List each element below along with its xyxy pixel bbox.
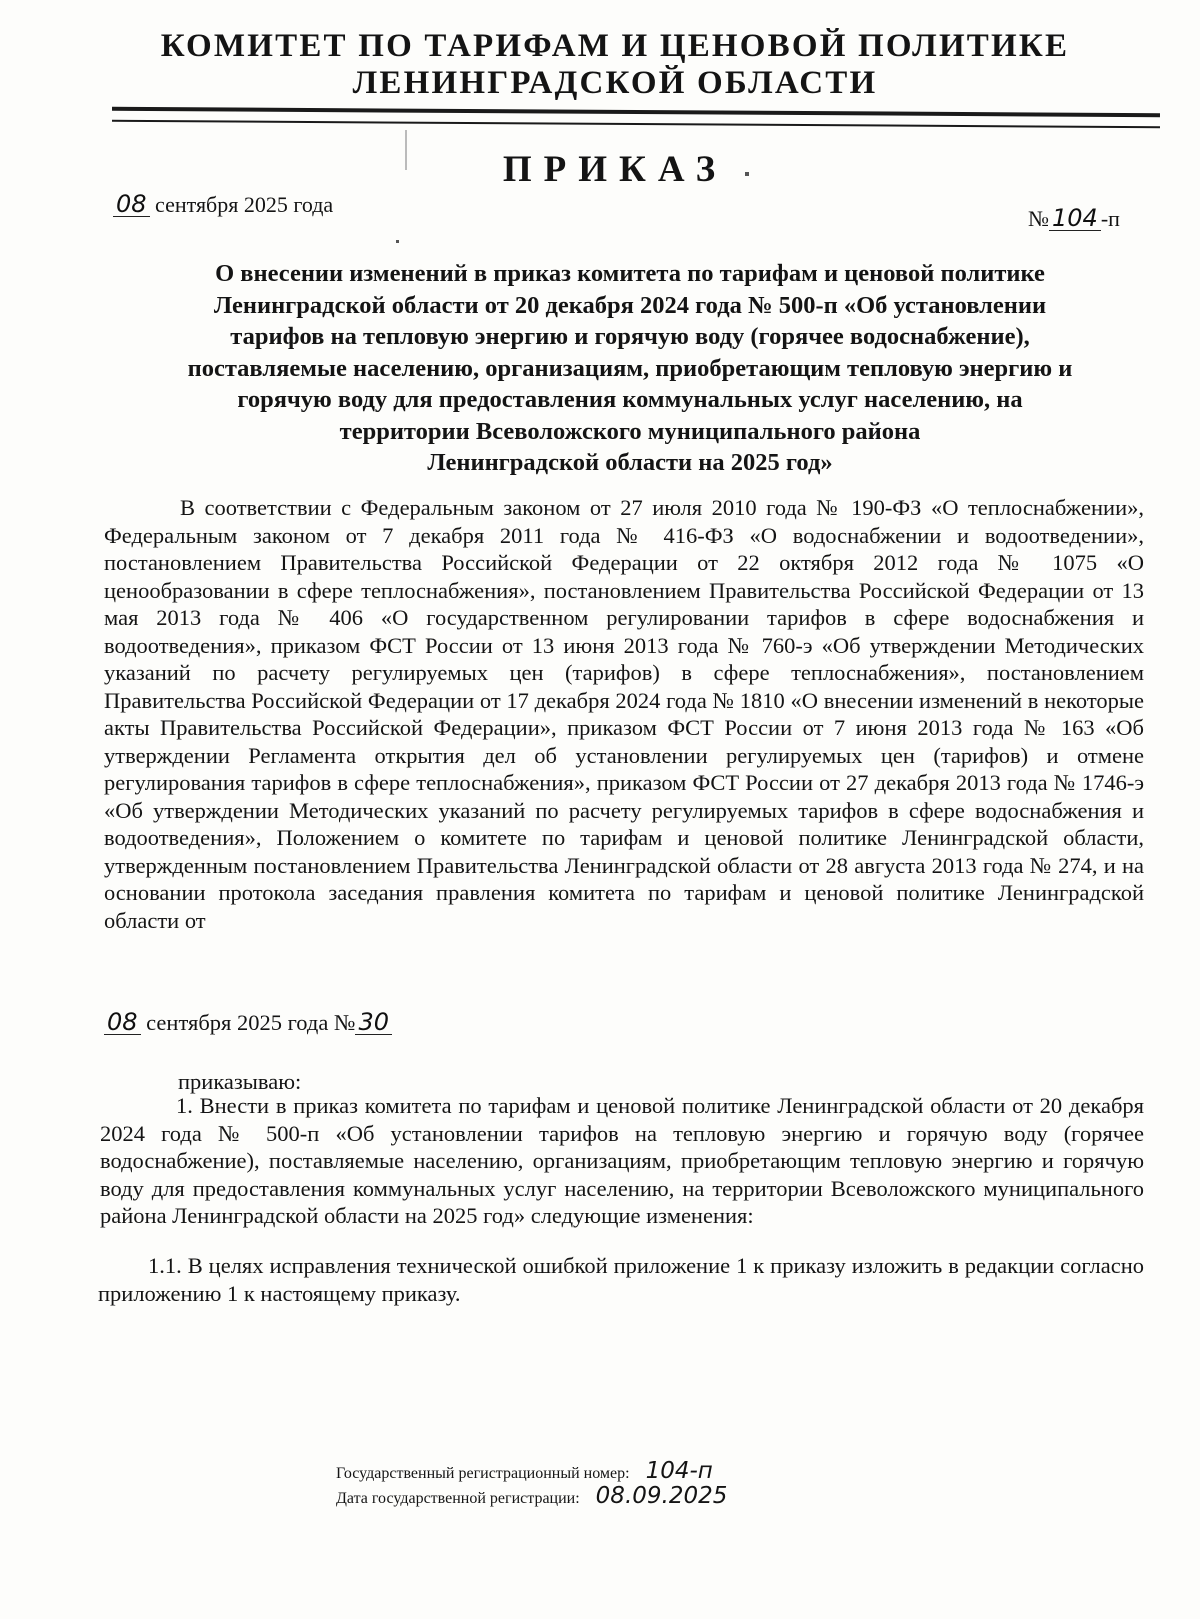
order-date: [113, 192, 333, 218]
document-type: ПРИКАЗ: [502, 149, 728, 190]
organization-line-2: ЛЕНИНГРАДСКОЙ ОБЛАСТИ: [352, 65, 878, 101]
registration-number-value: 104-п: [645, 1458, 713, 1484]
protocol-date-text: сентября 2025 года №: [146, 1010, 356, 1035]
registration-date-value: 08.09.2025: [595, 1483, 728, 1509]
title-line: поставляемые населению, организациям, приобретающим тепловую энергию и: [187, 354, 1073, 382]
number-suffix: -п: [1100, 206, 1120, 231]
title-line: Ленинградской области на 2025 год»: [427, 449, 833, 476]
number-prefix: №: [1028, 206, 1049, 231]
order-number: [1028, 206, 1120, 232]
registration-number-row: [336, 1460, 727, 1485]
header-rule-thin: [112, 120, 1160, 128]
decree-word: приказываю:: [178, 1069, 302, 1094]
registration-date-label: Дата государственной регистрации:: [336, 1490, 580, 1507]
title-line: Ленинградской области от 20 декабря 2024 года № 500-п «Об установлении: [213, 291, 1047, 319]
header-rule-thick: [112, 107, 1160, 117]
registration-date-row: [336, 1485, 727, 1510]
registration-stamp: [336, 1460, 727, 1510]
handwritten-day: 08: [113, 192, 150, 217]
handwritten-protocol-number: 30: [355, 1010, 392, 1035]
handwritten-number: 104: [1049, 206, 1101, 231]
order-date-text: сентября 2025 года: [155, 192, 334, 217]
organization-line-1: КОМИТЕТ ПО ТАРИФАМ И ЦЕНОВОЙ ПОЛИТИКЕ: [160, 28, 1070, 64]
order-title: [130, 258, 1130, 479]
title-line: горячую воду для предоставления коммунальных услуг населению, на: [237, 386, 1023, 413]
title-line: тарифов на тепловую энергию и горячую воду (горячее водоснабжение),: [230, 323, 1030, 350]
scan-artifact: [396, 240, 399, 243]
registration-number-label: Государственный регистрационный номер:: [336, 1465, 630, 1482]
scan-artifact: [745, 172, 749, 176]
item-1: 1. Внести в приказ комитета по тарифам и ценовой политике Ленинградской области от 20 декабря 2024 года № 500-п «Об установлении тарифов на тепловую энергию и горячую воду (горячее водоснабжение), поставляемые населению, организациям, приобретающим тепловую энергию и горячую воду для предоставления коммунальных услуг населению, на территории Всеволожского муниципального района Ленинградской области на 2025 год» следующие изменения:: [100, 1093, 1144, 1228]
title-line: территории Всеволожского муниципального района: [339, 417, 921, 445]
handwritten-protocol-day: 08: [104, 1010, 141, 1035]
preamble-paragraph: В соответствии с Федеральным законом от 27 июля 2010 года № 190-ФЗ «О теплоснабжении», Федеральным законом от 7 декабря 2011 года № 416-ФЗ «О водоснабжении и водоотведении», постановлением Правительства Российской Федерации от 22 октября 2012 года № 1075 «О ценообразовании в сфере теплоснабжения», постановлением Правительства Российской Федерации от 13 мая 2013 года № 406 «О государственном регулировании тарифов в сфере водоснабжения и водоотведения», приказом ФСТ России от 13 июня 2013 года № 760-э «Об утверждении Методических указаний по расчету регулируемых цен (тарифов) в сфере теплоснабжения», постановлением Правительства Российской Федерации от 17 декабря 2024 года № 1810 «О внесении изменений в некоторые акты Правительства Российской Федерации», приказом ФСТ России от 7 июня 2013 года № 163 «Об утверждении Регламента открытия дел об установлении регулируемых цен (тарифов) и отмене регулирования тарифов в сфере теплоснабжения», приказом ФСТ России от 27 декабря 2013 года № 1746-э «Об утверждении Методических указаний по расчету регулируемых тарифов в сфере водоснабжения и водоотведения», Положением о комитете по тарифам и ценовой политике Ленинградской области, утвержденным постановлением Правительства Ленинградской области от 28 августа 2013 года № 274, и на основании протокола заседания правления комитета по тарифам и ценовой политике Ленинградской области от: [104, 495, 1144, 933]
organization-header: [150, 28, 1080, 102]
scan-artifact: [405, 130, 407, 170]
title-line: О внесении изменений в приказ комитета по тарифам и ценовой политике: [215, 260, 1045, 287]
protocol-date: [104, 1010, 392, 1036]
item-1-1: 1.1. В целях исправления технической ошибкой приложение 1 к приказу изложить в редакции согласно приложению 1 к настоящему приказу.: [98, 1253, 1144, 1306]
